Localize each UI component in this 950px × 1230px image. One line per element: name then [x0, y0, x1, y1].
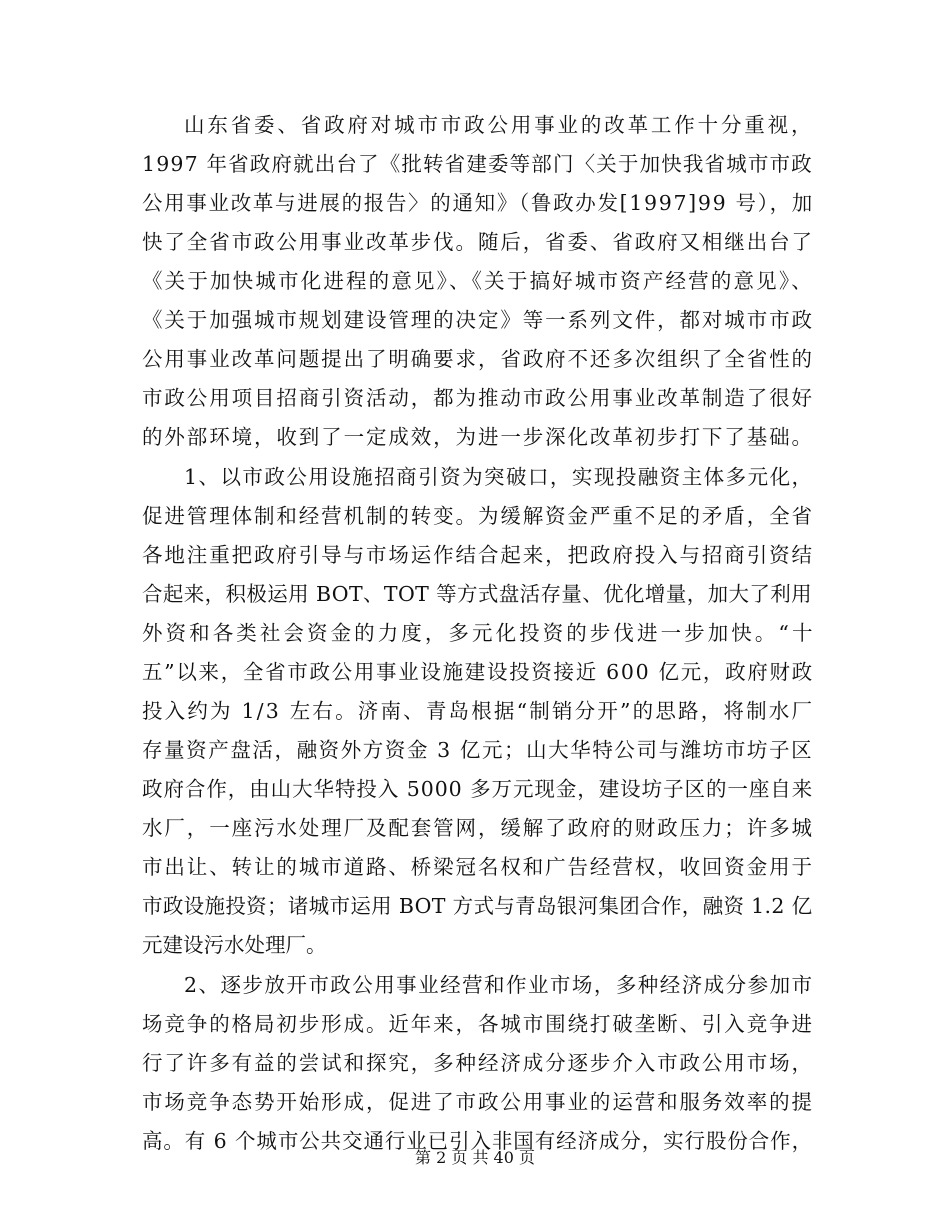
text-line: 政府合作，由山大华特投入 5000 多万元现金，建设坊子区的一座自来: [142, 777, 814, 801]
text-line: 《关于加强城市规划建设管理的决定》等一系列文件，都对城市市政: [142, 308, 814, 332]
text-line: 元建设污水处理厂。: [142, 933, 327, 957]
text-line: 2、逐步放开市政公用事业经营和作业市场，多种经济成分参加市: [184, 973, 814, 997]
text-line: 1、以市政公用设施招商引资为突破口，实现投融资主体多元化，: [184, 465, 814, 489]
text-line: 投入约为 1/3 左右。济南、青岛根据“制销分开”的思路，将制水厂: [142, 699, 815, 723]
text-line: 外资和各类社会资金的力度，多元化投资的步伐进一步加快。“十: [142, 621, 816, 645]
text-line: 各地注重把政府引导与市场运作结合起来，把政府投入与招商引资结: [142, 543, 814, 567]
text-line: 1997 年省政府就出台了《批转省建委等部门〈关于加快我省城市市政: [142, 152, 813, 176]
text-line: 《关于加快城市化进程的意见》、《关于搞好城市资产经营的意见》、: [142, 269, 814, 293]
text-line: 高。有 6 个城市公共交通行业已引入非国有经济成分，实行股份合作，: [142, 1129, 813, 1153]
text-line: 存量资产盘活，融资外方资金 3 亿元；山大华特公司与潍坊市坊子区: [142, 738, 814, 762]
text-line: 行了许多有益的尝试和探究，多种经济成分逐步介入市政公用市场，: [142, 1051, 814, 1075]
text-line: 山东省委、省政府对城市市政公用事业的改革工作十分重视，: [184, 113, 815, 137]
text-line: 水厂，一座污水处理厂及配套管网，缓解了政府的财政压力；许多城: [142, 816, 814, 840]
page-footer: 第 2 页 共 40 页: [415, 1148, 535, 1167]
text-line: 快了全省市政公用事业改革步伐。随后，省委、省政府又相继出台了: [142, 230, 814, 254]
text-line: 公用事业改革问题提出了明确要求，省政府不还多次组织了全省性的: [142, 347, 814, 371]
text-line: 市出让、转让的城市道路、桥梁冠名权和广告经营权，收回资金用于: [142, 855, 814, 879]
text-line: 场竞争的格局初步形成。近年来，各城市围绕打破垄断、引入竞争进: [142, 1012, 814, 1036]
text-line: 促进管理体制和经营机制的转变。为缓解资金严重不足的矛盾，全省: [142, 504, 814, 528]
text-line: 合起来，积极运用 BOT、TOT 等方式盘活存量、优化增量，加大了利用: [142, 582, 812, 606]
text-line: 的外部环境，收到了一定成效，为进一步深化改革初步打下了基础。: [142, 425, 814, 449]
text-line: 市场竞争态势开始形成，促进了市政公用事业的运营和服务效率的提: [142, 1090, 814, 1114]
text-line: 市政设施投资；诸城市运用 BOT 方式与青岛银河集团合作，融资 1.2 亿: [142, 894, 813, 918]
text-line: 市政公用项目招商引资活动，都为推动市政公用事业改革制造了很好: [142, 386, 814, 410]
text-line: 五”以来，全省市政公用事业设施建设投资接近 600 亿元，政府财政: [142, 660, 814, 684]
text-line: 公用事业改革与进展的报告〉的通知》（鲁政办发[1997]99 号），加: [142, 191, 814, 215]
